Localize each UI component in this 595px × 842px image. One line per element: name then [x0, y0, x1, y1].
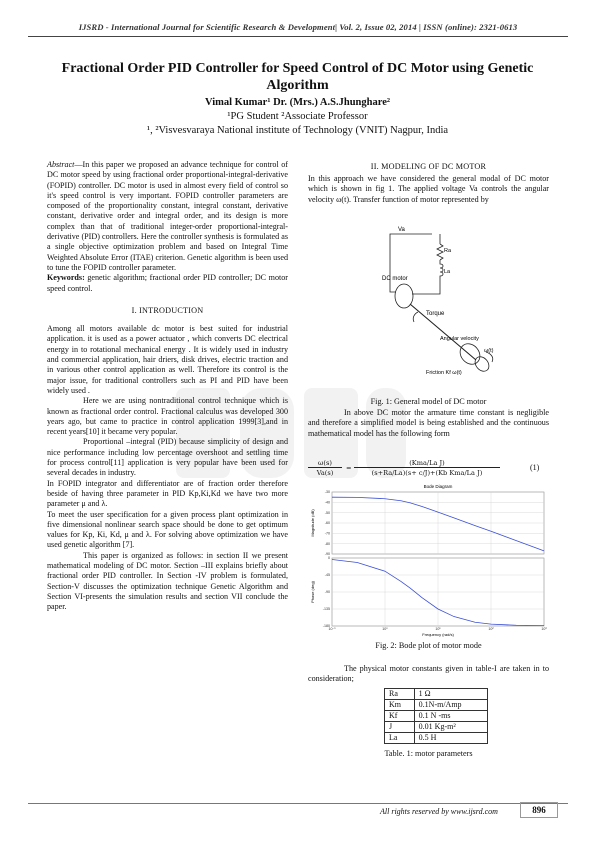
param-symbol-cell: Ra [385, 689, 415, 700]
param-value-cell: 0.01 Kg-m² [414, 722, 487, 733]
y-tick-label: -90 [324, 590, 330, 595]
bode-xlabel: Frequency (rad/s) [422, 632, 454, 637]
param-value-cell: 0.5 H [414, 733, 487, 744]
x-tick-label: 10⁻¹ [328, 627, 336, 631]
x-tick-label: 10² [488, 627, 494, 631]
dc-motor-diagram [368, 222, 528, 397]
param-symbol-cell: La [385, 733, 415, 744]
intro-paragraph-2: Here we are using nontraditional control technique which is known as fractional order control. Fractional calculus was developed 300 years ago, but came to practice in control application 1999[3],and in recent years[10] it became very popular. [47, 396, 288, 437]
param-symbol-cell: Kf [385, 711, 415, 722]
eq-rhs-numerator: (Kma/La J) [354, 459, 500, 468]
figure-1-caption: Fig. 1: General model of DC motor [370, 397, 487, 406]
param-symbol-cell: Km [385, 700, 415, 711]
author-roles: ¹PG Student ²Associate Professor [227, 111, 368, 122]
y-tick-label: -45 [324, 573, 330, 578]
intro-paragraph-6: This paper is organized as follows: in section II we present mathematical modeling of DC motor. Section –III explains briefly about fractional order PID controller. In Section -IV problem is formulated, Section-V discusses the optimization technique Genetic Algorithm and Section VI-presents the simulation results and section VII conclude the paper. [47, 550, 288, 612]
section-heading-introduction: I. INTRODUCTION [131, 305, 204, 315]
table-1-caption: Table. 1: motor parameters [384, 749, 473, 758]
y-tick-label: -40 [324, 500, 330, 505]
table-row [385, 711, 488, 722]
paper-title: Fractional Order PID Controller for Speed Control of DC Motor using Genetic Algorithm [61, 61, 534, 93]
label-omega: ω(t) [484, 348, 494, 354]
wire-left-bottom [390, 282, 396, 292]
y-tick-label: -70 [324, 531, 330, 536]
x-tick-label: 10³ [541, 627, 547, 631]
param-value-cell: 1 Ω [414, 689, 487, 700]
bode-title: Bode Diagram [423, 484, 453, 489]
modeling-paragraph-2: In above DC motor the armature time constant is negligible and therefore a simplified model is being established and the continuous mathematical model has the following form [308, 408, 549, 438]
x-tick-label: 10⁰ [382, 627, 388, 631]
keywords-label: Keywords: [47, 273, 85, 283]
table-row [385, 689, 488, 700]
paper-authors: Vimal Kumar¹ Dr. (Mrs.) A.S.Jhunghare² [205, 97, 390, 108]
intro-paragraph-4: In FOPID integrator and differentiator are of fraction order therefore beside of having three parameter in PID Kp,Ki,Kd we have two more parameter μ and λ. [47, 478, 288, 509]
author-affiliation: ¹, ²Visvesvaraya National institute of Technology (VNIT) Nagpur, India [146, 125, 449, 136]
table-row [385, 722, 488, 733]
intro-paragraph-5: To meet the user specification for a given process plant optimization in five dimensional nonlinear search space should be done to get optimum values for Kp, Ki, Kd, μ and λ. For solving above optimization we have used genetic algorithm [7]. [47, 509, 288, 550]
footer-divider [28, 803, 568, 804]
phase-ylabel: Phase (deg) [310, 581, 315, 603]
section-heading-modeling: II. MODELING OF DC MOTOR [370, 162, 487, 171]
y-tick-label: -60 [324, 521, 330, 526]
label-friction: Friction Kf ω(t) [426, 370, 462, 376]
y-tick-label: -30 [324, 490, 330, 495]
left-column [47, 160, 288, 612]
label-la: La [444, 269, 451, 275]
param-value-cell: 0.1 N -ms [414, 711, 487, 722]
eq-lhs-denominator: Va(s) [316, 469, 334, 477]
label-torque: Torque [426, 311, 445, 317]
modeling-paragraph-3: The physical motor constants given in table-I are taken in to consideration; [308, 664, 549, 684]
page-number: 896 [520, 802, 558, 818]
resistor-ra [437, 244, 443, 260]
y-tick-label: -180 [322, 624, 330, 629]
table-row [385, 700, 488, 711]
keywords [47, 273, 288, 294]
transfer-function-equation [308, 459, 549, 483]
abstract-label: Abstract [47, 160, 75, 169]
inductor-la [440, 260, 443, 284]
abstract-text: —In this paper we proposed an advance technique for control of DC motor speed by using fractional order proportional-integral-derivative (FOPID) controller. DC motor is used in almost every field of control so it's speed control is very important. FOPID controller parameters are composed of the proportionality constant, integral constant, derivative constant, derivative order and integral order, and its design is more complex than that of traditional integer-order proportional-integral-derivative (PID) controllers. Here the controller synthesis is formulated as a single objective optimization problem and based on Integral Time Weighted Absolute Error (ITAE) criterion. Genetic algorithm is been used to tune the FOPID controller parameter. [47, 160, 288, 272]
eq-equals: = [346, 464, 352, 472]
modeling-paragraph-1: In this approach we have considered the general modal of DC motor which is shown in fig 1. The applied voltage Va controls the angular velocity ω(t). Transfer function of motor represented by [308, 174, 549, 204]
intro-paragraph-3: Proportional –integral (PID) because simplicity of design and nice performance including low percentage overshoot and settling time for process control[11] application is very popular have been used for several decades in industry. [47, 437, 288, 478]
keywords-text: genetic algorithm; fractional order PID controller; DC motor speed control. [47, 273, 288, 293]
label-ra: Ra [444, 248, 452, 254]
x-tick-label: 10¹ [435, 627, 441, 631]
label-va: Va [398, 227, 405, 233]
y-tick-label: -90 [324, 552, 330, 557]
load-inertia [456, 340, 484, 368]
abstract [47, 160, 288, 273]
torque-arrow [413, 312, 418, 322]
equation-number: (1) [530, 463, 540, 472]
magnitude-ylabel: Magnitude (dB) [310, 509, 315, 537]
y-tick-label: -135 [322, 607, 330, 612]
y-tick-label: 0 [328, 556, 330, 561]
footer-rights: All rights reserved by www.ijsrd.com [380, 807, 498, 816]
journal-header: IJSRD - International Journal for Scientific Research & Development| Vol. 2, Issue 02, 2014 | ISSN (online): 2321-0613 [78, 22, 518, 32]
bode-plot [308, 482, 550, 638]
label-angular-velocity: Angular velocity [440, 336, 479, 342]
intro-paragraph-1: Among all motors available dc motor is best suited for industrial application. it is used as a power actuator , which converts DC electrical energy in to rotational mechanical energy . It is widely used in industry and commercial application, hair driers, disk drives, electric traction and in various other control application as well. Therefore its control is the major issue, for traditional controllers such as PI and PID have been widely used . [47, 324, 288, 395]
eq-lhs-numerator: ω(s) [308, 459, 342, 468]
table-row [385, 733, 488, 744]
y-tick-label: -50 [324, 510, 330, 515]
label-dc-motor: DC motor [382, 276, 408, 282]
motor-parameters-table [384, 688, 488, 744]
y-tick-label: -80 [324, 541, 330, 546]
param-value-cell: 0.1N-m/Amp [414, 700, 487, 711]
header-divider [28, 36, 568, 37]
wire-right [412, 284, 440, 294]
eq-rhs-denominator: (s+Ra/La)(s+ c/J)+(Kb Kma/La J) [371, 469, 483, 477]
param-symbol-cell: J [385, 722, 415, 733]
wire-left [390, 234, 432, 282]
figure-2-caption: Fig. 2: Bode plot of motor mode [375, 641, 482, 650]
load-disc [472, 354, 491, 374]
